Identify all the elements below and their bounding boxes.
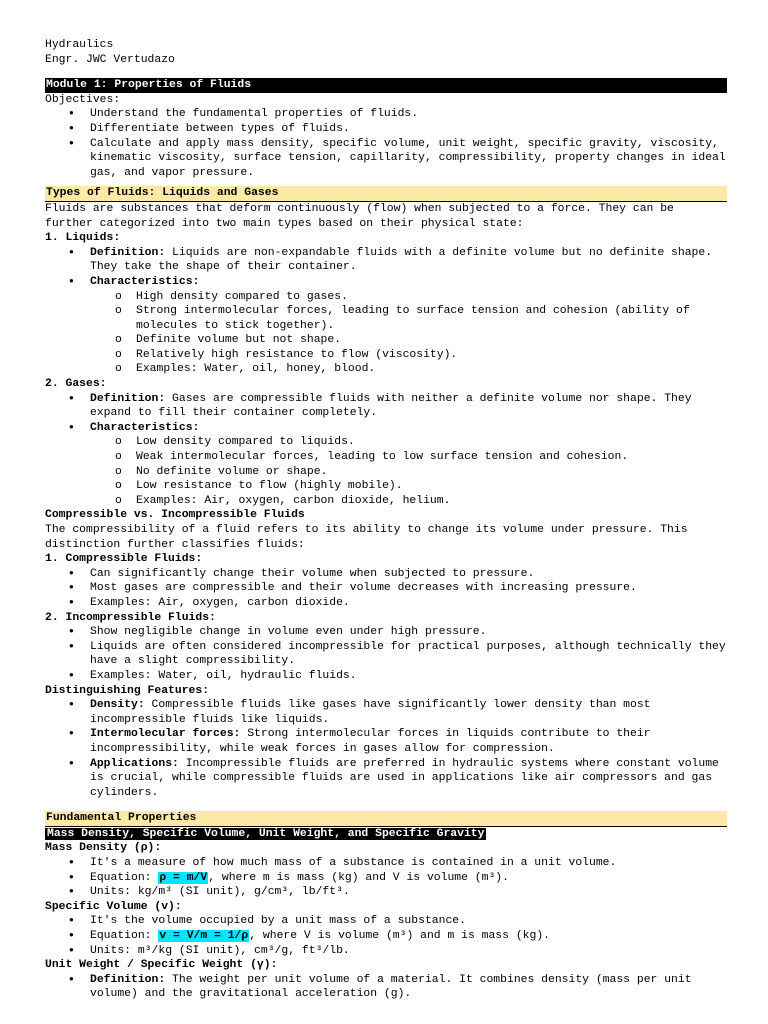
feature-item: [45, 698, 727, 727]
feature-label: Intermolecular forces:: [90, 728, 241, 741]
unit-weight-definition: [45, 973, 727, 1002]
specific-volume-list: [45, 914, 727, 958]
incompressible-heading: 2. Incompressible Fluids:: [45, 611, 216, 624]
definition-text: Gases are compressible fluids with neither a definite volume nor shape. They expand to fill their container completely.: [90, 392, 692, 420]
definition-text: The weight per unit volume of a material. It combines density (mass per unit volume) and the gravitational acceleration (g).: [90, 973, 692, 1001]
compressible-list: [45, 567, 727, 611]
characteristics-label: Characteristics:: [90, 275, 200, 288]
author-name: Engr. JWC Vertudazo: [45, 53, 175, 66]
gases-characteristics: [45, 421, 727, 436]
equation-suffix: , where V is volume (m³) and m is mass (kg).: [249, 930, 550, 943]
specific-volume-equation: [45, 929, 727, 944]
highlighted-equation: v = V/m = 1/ρ: [159, 930, 249, 943]
definition-text: Liquids are non-expandable fluids with a definite volume but no definite shape. They take the shape of their container.: [90, 246, 713, 274]
specific-volume-heading: Specific Volume (v):: [45, 900, 182, 913]
gas-characteristic: o Low resistance to flow (highly mobile).: [45, 479, 727, 494]
liquid-characteristic: o Examples: Water, oil, honey, blood.: [45, 362, 727, 377]
gas-characteristic: o Weak intermolecular forces, leading to low surface tension and cohesion.: [45, 450, 727, 465]
objective-item: ● Understand the fundamental properties of fluids.: [45, 107, 727, 122]
types-intro: Fluids are substances that deform continuously (flow) when subjected to a force. They can be further categorized into two main types based on their physical state:: [45, 202, 674, 230]
compressible-item: ● Examples: Air, oxygen, carbon dioxide.: [45, 596, 727, 611]
liquid-characteristic: o High density compared to gases.: [45, 290, 727, 305]
feature-label: Density:: [90, 699, 145, 712]
fundamental-subtitle: Mass Density, Specific Volume, Unit Weight, and Specific Gravity: [47, 827, 485, 840]
mass-density-units: ● Units: kg/m³ (SI unit), g/cm³, lb/ft³.: [45, 885, 727, 900]
gas-characteristic: o No definite volume or shape.: [45, 465, 727, 480]
objective-item: ● Calculate and apply mass density, specific volume, unit weight, specific gravity, viscosity, kinematic viscosity, surface tension, capillarity, compressibility, property changes in ideal gas, and vapor pressure.: [45, 137, 727, 181]
module-title: Module 1: Properties of Fluids: [45, 78, 727, 93]
types-section-title: Types of Fluids: Liquids and Gases: [45, 186, 727, 202]
unit-weight-list: [45, 973, 727, 1002]
specific-volume-item: ● It's the volume occupied by a unit mass of a substance.: [45, 914, 727, 929]
incompressible-list: [45, 625, 727, 683]
features-list: [45, 698, 727, 800]
compressibility-intro: The compressibility of a fluid refers to its ability to change its volume under pressure. This distinction further classifies fluids:: [45, 524, 688, 551]
compressible-heading: 1. Compressible Fluids:: [45, 553, 203, 566]
equation-suffix: , where m is mass (kg) and V is volume (m³).: [208, 871, 509, 884]
specific-volume-units: ● Units: m³/kg (SI unit), cm³/g, ft³/lb.: [45, 944, 727, 959]
characteristics-label: Characteristics:: [90, 421, 200, 434]
features-heading: Distinguishing Features:: [45, 684, 210, 697]
feature-label: Applications:: [90, 757, 179, 770]
compressible-item: ● Can significantly change their volume when subjected to pressure.: [45, 567, 727, 582]
liquids-characteristics: [45, 275, 727, 290]
liquid-characteristic: o Relatively high resistance to flow (viscosity).: [45, 348, 727, 363]
document-page: [45, 38, 727, 1002]
liquid-characteristic: o Strong intermolecular forces, leading to surface tension and cohesion (ability of molecules to stick together).: [45, 304, 727, 333]
definition-label: Definition:: [90, 973, 166, 986]
mass-density-item: ● It's a measure of how much mass of a substance is contained in a unit volume.: [45, 856, 727, 871]
feature-item: [45, 727, 727, 756]
incompressible-item: ● Examples: Water, oil, hydraulic fluids.: [45, 669, 727, 684]
gas-characteristic: o Low density compared to liquids.: [45, 435, 727, 450]
equation-prefix: Equation:: [90, 930, 159, 943]
objective-item: ● Differentiate between types of fluids.: [45, 122, 727, 137]
objectives-list: [45, 107, 727, 180]
definition-label: Definition:: [90, 246, 166, 259]
feature-text: Compressible fluids like gases have significantly lower density than most incompressible fluids like liquids.: [90, 699, 651, 726]
course-title: Hydraulics: [45, 39, 114, 51]
equation-prefix: Equation:: [90, 871, 159, 884]
incompressible-item: ● Liquids are often considered incompressible for practical purposes, although technically they have a slight compressibility.: [45, 640, 727, 669]
mass-density-heading: Mass Density (ρ):: [45, 842, 162, 855]
feature-text: Strong intermolecular forces in liquids contribute to their incompressibility, while weak forces in gases allow for compression.: [90, 728, 651, 755]
mass-density-list: [45, 856, 727, 900]
liquids-definition: [45, 246, 727, 275]
incompressible-item: ● Show negligible change in volume even under high pressure.: [45, 625, 727, 640]
fundamental-section-title: Fundamental Properties: [45, 811, 727, 827]
gases-heading: 2. Gases:: [45, 378, 107, 391]
liquid-characteristic: o Definite volume but not shape.: [45, 333, 727, 348]
objectives-heading: Objectives:: [45, 93, 121, 106]
compressibility-heading: Compressible vs. Incompressible Fluids: [45, 509, 305, 522]
mass-density-equation: [45, 871, 727, 886]
compressible-item: ● Most gases are compressible and their volume decreases with increasing pressure.: [45, 581, 727, 596]
gas-characteristic: o Examples: Air, oxygen, carbon dioxide, helium.: [45, 494, 727, 509]
liquids-heading: 1. Liquids:: [45, 232, 121, 245]
gases-definition: [45, 392, 727, 421]
unit-weight-heading: Unit Weight / Specific Weight (γ):: [45, 959, 278, 972]
feature-text: Incompressible fluids are preferred in hydraulic systems where constant volume is crucial, while compressible fluids are used in applications like air compressors and gas cylinders.: [90, 757, 719, 799]
liquids-list: [45, 246, 727, 377]
fundamental-subtitle-row: [45, 827, 727, 842]
highlighted-equation: ρ = m/V: [159, 871, 208, 884]
gases-list: [45, 392, 727, 509]
definition-label: Definition:: [90, 392, 166, 405]
feature-item: [45, 757, 727, 801]
